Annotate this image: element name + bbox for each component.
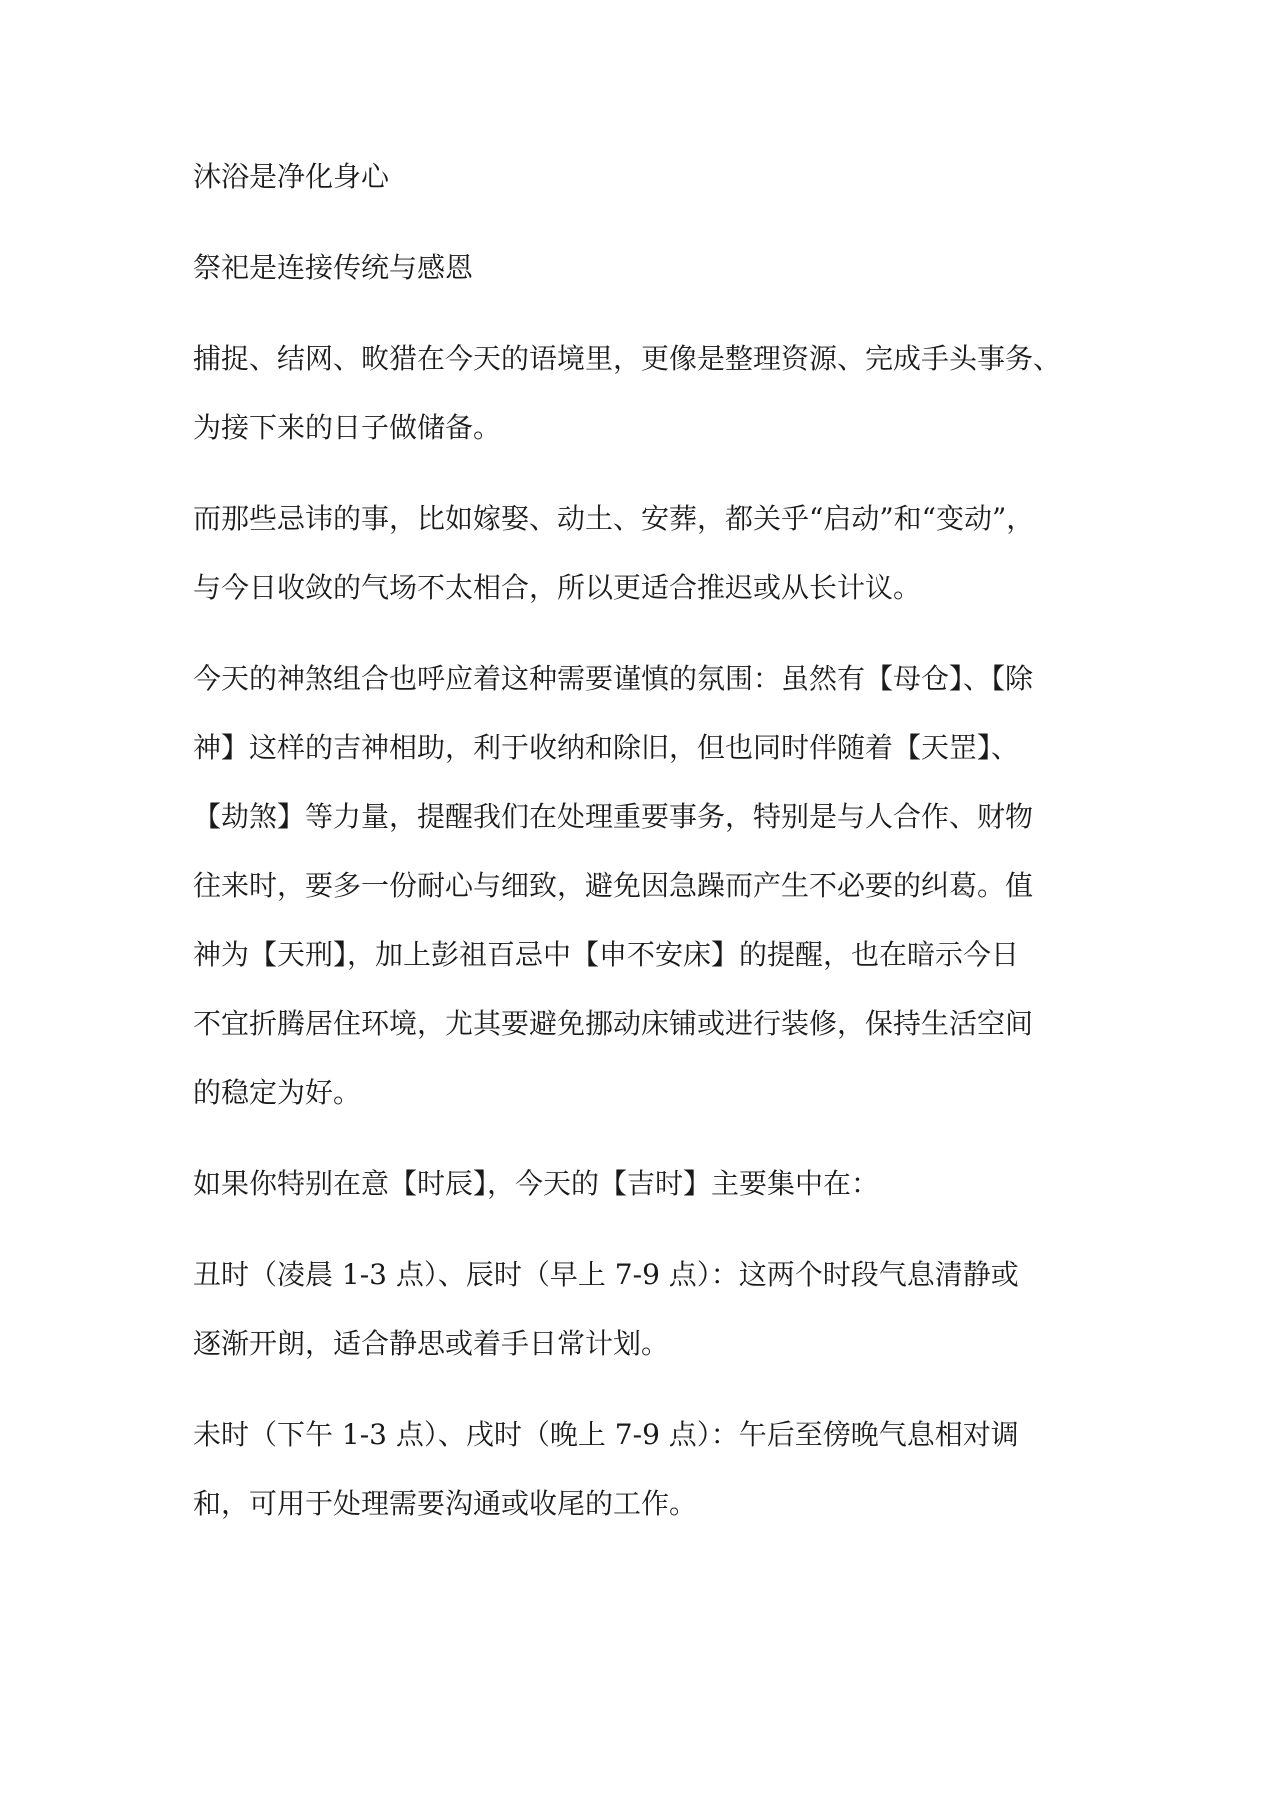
paragraph-line: 今天的神煞组合也呼应着这种需要谨慎的氛围：虽然有【母仓】、【除 [193, 662, 1034, 695]
paragraph-bathing [193, 160, 389, 194]
paragraph-line: 逐渐开朗，适合静思或着手日常计划。 [193, 1327, 670, 1360]
paragraph-line: 神为【天刑】，加上彭祖百忌中【申不安床】的提醒，也在暗示今日 [193, 938, 1020, 971]
paragraph-taboos [193, 502, 1034, 605]
paragraph-afternoon-hours [193, 1418, 1019, 1521]
paragraph-hours-intro [193, 1167, 879, 1201]
paragraph-line: 祭祀是连接传统与感恩 [193, 251, 474, 284]
paragraph-line: 不宜折腾居住环境，尤其要避免挪动床铺或进行装修，保持生活空间 [193, 1007, 1034, 1040]
paragraph-line: 神】这样的吉神相助，利于收纳和除旧，但也同时伴随着【天罡】、 [193, 731, 1020, 764]
paragraph-line: 与今日收敛的气场不太相合，所以更适合推迟或从长计议。 [193, 571, 922, 604]
paragraph-line: 的稳定为好。 [193, 1076, 362, 1109]
paragraph-line: 丑时（凌晨 1-3 点）、辰时（早上 7-9 点）：这两个时段气息清静或 [193, 1258, 1019, 1291]
paragraph-line: 如果你特别在意【时辰】，今天的【吉时】主要集中在： [193, 1167, 880, 1200]
paragraph-sacrifice [193, 251, 473, 285]
paragraph-line: 往来时，要多一份耐心与细致，避免因急躁而产生不必要的纠葛。值 [193, 869, 1034, 902]
paragraph-line: 沐浴是净化身心 [193, 160, 390, 193]
paragraph-line: 和，可用于处理需要沟通或收尾的工作。 [193, 1487, 698, 1520]
paragraph-line: 为接下来的日子做储备。 [193, 411, 502, 444]
paragraph-hunting [193, 342, 1061, 445]
paragraph-line: 【劫煞】等力量，提醒我们在处理重要事务，特别是与人合作、财物 [193, 800, 1034, 833]
paragraph-morning-hours [193, 1258, 1019, 1361]
paragraph-line: 未时（下午 1-3 点）、戌时（晚上 7-9 点）：午后至傍晚气息相对调 [193, 1418, 1019, 1451]
paragraph-spirits [193, 662, 1033, 1110]
paragraph-line: 捕捉、结网、畋猎在今天的语境里，更像是整理资源、完成手头事务、 [193, 342, 1062, 375]
paragraph-line: 而那些忌讳的事，比如嫁娶、动土、安葬，都关乎“启动”和“变动”， [193, 502, 1035, 535]
